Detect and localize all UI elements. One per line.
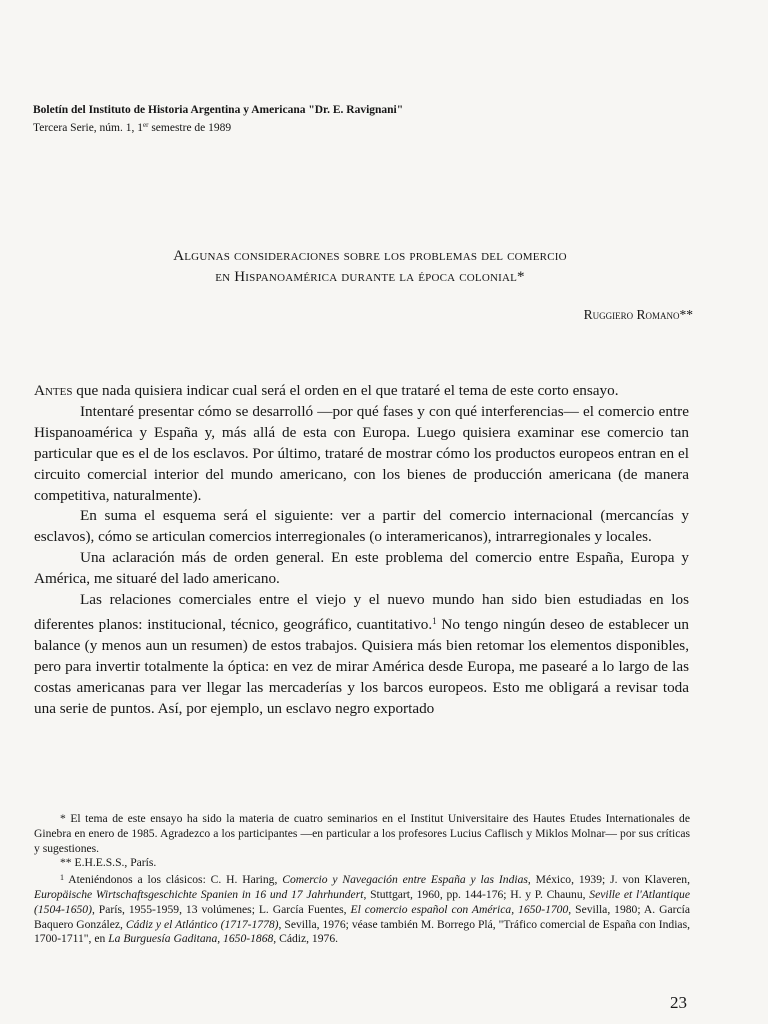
journal-header — [33, 103, 633, 136]
article-body — [34, 381, 689, 720]
footnotes — [34, 812, 690, 947]
footnote-1-title: Europäische Wirtschaftsgeschichte Spanien in 16 und 17 Jahrhundert — [34, 887, 364, 901]
footnote-1-title: Seville et l'Atlantique (1504-1650) — [34, 887, 690, 916]
article-title — [40, 246, 700, 288]
footnote-1-text: Ateniéndonos a los clásicos: C. H. Haring, — [64, 873, 283, 887]
footnote-1-title: Comercio y Navegación entre España y las Indias — [282, 873, 528, 887]
journal-issue-sup: er — [143, 121, 149, 129]
paragraph-1 — [34, 381, 689, 402]
journal-issue-text-end: semestre de 1989 — [148, 122, 232, 134]
paragraph-1-lead: Antes — [34, 382, 73, 399]
paragraph-1-text: que nada quisiera indicar cual será el orden en el que trataré el tema de este corto ensayo. — [72, 382, 619, 399]
footnote-1-text: , México, 1939; J. von Klaveren, — [527, 873, 691, 887]
paragraph-5-text-a: Las relaciones comerciales entre el viejo y el nuevo mundo han sido bien estudiadas en los diferentes planos: institucional, técnico, geográfico, cuantitativo. — [34, 591, 689, 633]
paragraph-4: Una aclaración más de orden general. En este problema del comercio entre España, Europa y América, me situaré del lado americano. — [34, 549, 689, 588]
footnote-1-title: Cádiz y el Atlántico (1717-1778) — [125, 917, 279, 931]
footnote-1-text: , Stuttgart, 1960, pp. 144-176; H. y P. Chaunu, — [363, 887, 590, 901]
footnote-ref-1: 1 — [432, 615, 437, 626]
journal-issue — [33, 118, 633, 136]
footnote-1-text: , París, 1955-1959, 13 volúmenes; L. García Fuentes, — [91, 902, 351, 916]
journal-title: Boletín del Instituto de Historia Argentina y Americana "Dr. E. Ravignani" — [33, 104, 404, 116]
article-title-line-1: Algunas consideraciones sobre los problemas del comercio — [173, 248, 567, 264]
footnote-1-title: La Burguesía Gaditana, 1650-1868 — [108, 932, 274, 946]
article-title-line-2: en Hispanoamérica durante la época colonial* — [215, 269, 525, 285]
paragraph-3: En suma el esquema será el siguiente: ver a partir del comercio internacional (mercancías y esclavos), cómo se articulan comercios interregionales (o interamericanos), intrarregionales y locales. — [34, 507, 689, 546]
footnote-1-mark: 1 — [60, 873, 64, 883]
paragraph-5-text-b: No tengo ningún deseo de establecer un balance (y menos aun un resumen) de estos trabajos. Quisiera más bien retomar los elementos disponibles, pero para invertir totalmente la óptica: en vez de mirar América desde Europa, me pasearé a lo largo de las costas americanas para ver llegar las mercaderías y los barcos europeos. Esto me obligará a revisar toda una serie de puntos. Así, por ejemplo, un esclavo negro exportado — [34, 615, 689, 717]
page-number: 23 — [670, 993, 687, 1012]
footnote-1-text: , Sevilla, 1976; véase también M. Borrego Plá, "Tráfico comercial de España con Indias, 1700-1711", en — [34, 917, 690, 946]
footnote-1 — [34, 871, 690, 947]
footnote-1-text: , Sevilla, 1980; A. García Baquero González, — [34, 902, 690, 931]
footnote-1-title: El comercio español con América, 1650-1700 — [350, 902, 569, 916]
article-author: Ruggiero Romano** — [583, 307, 693, 322]
footnote-1-text: , Cádiz, 1976. — [273, 932, 339, 946]
journal-issue-text: Tercera Serie, núm. 1, 1 — [33, 122, 143, 134]
paragraph-2: Intentaré presentar cómo se desarrolló —por qué fases y con qué interferencias— el comercio entre Hispanoamérica y España y, más allá de esta con Europa. Luego quisiera examinar ese comercio tan particular que es el de los esclavos. Por último, trataré de mostrar cómo los productos europeos entran en el circuito comercial interior del mundo americano, con los bienes de producción americana (de manera competitiva, naturalmente). — [34, 402, 689, 504]
footnote-double-star: ** E.H.E.S.S., París. — [60, 856, 157, 870]
paragraph-5 — [34, 590, 689, 719]
footnote-star: * El tema de este ensayo ha sido la materia de cuatro seminarios en el Institut Universitaire des Hautes Etudes Internationales de Ginebra en enero de 1985. Agradezco a los participantes —en particular a los profesores Lucius Caflisch y Miklos Molnar— por sus críticas y sugestiones. — [34, 812, 690, 855]
